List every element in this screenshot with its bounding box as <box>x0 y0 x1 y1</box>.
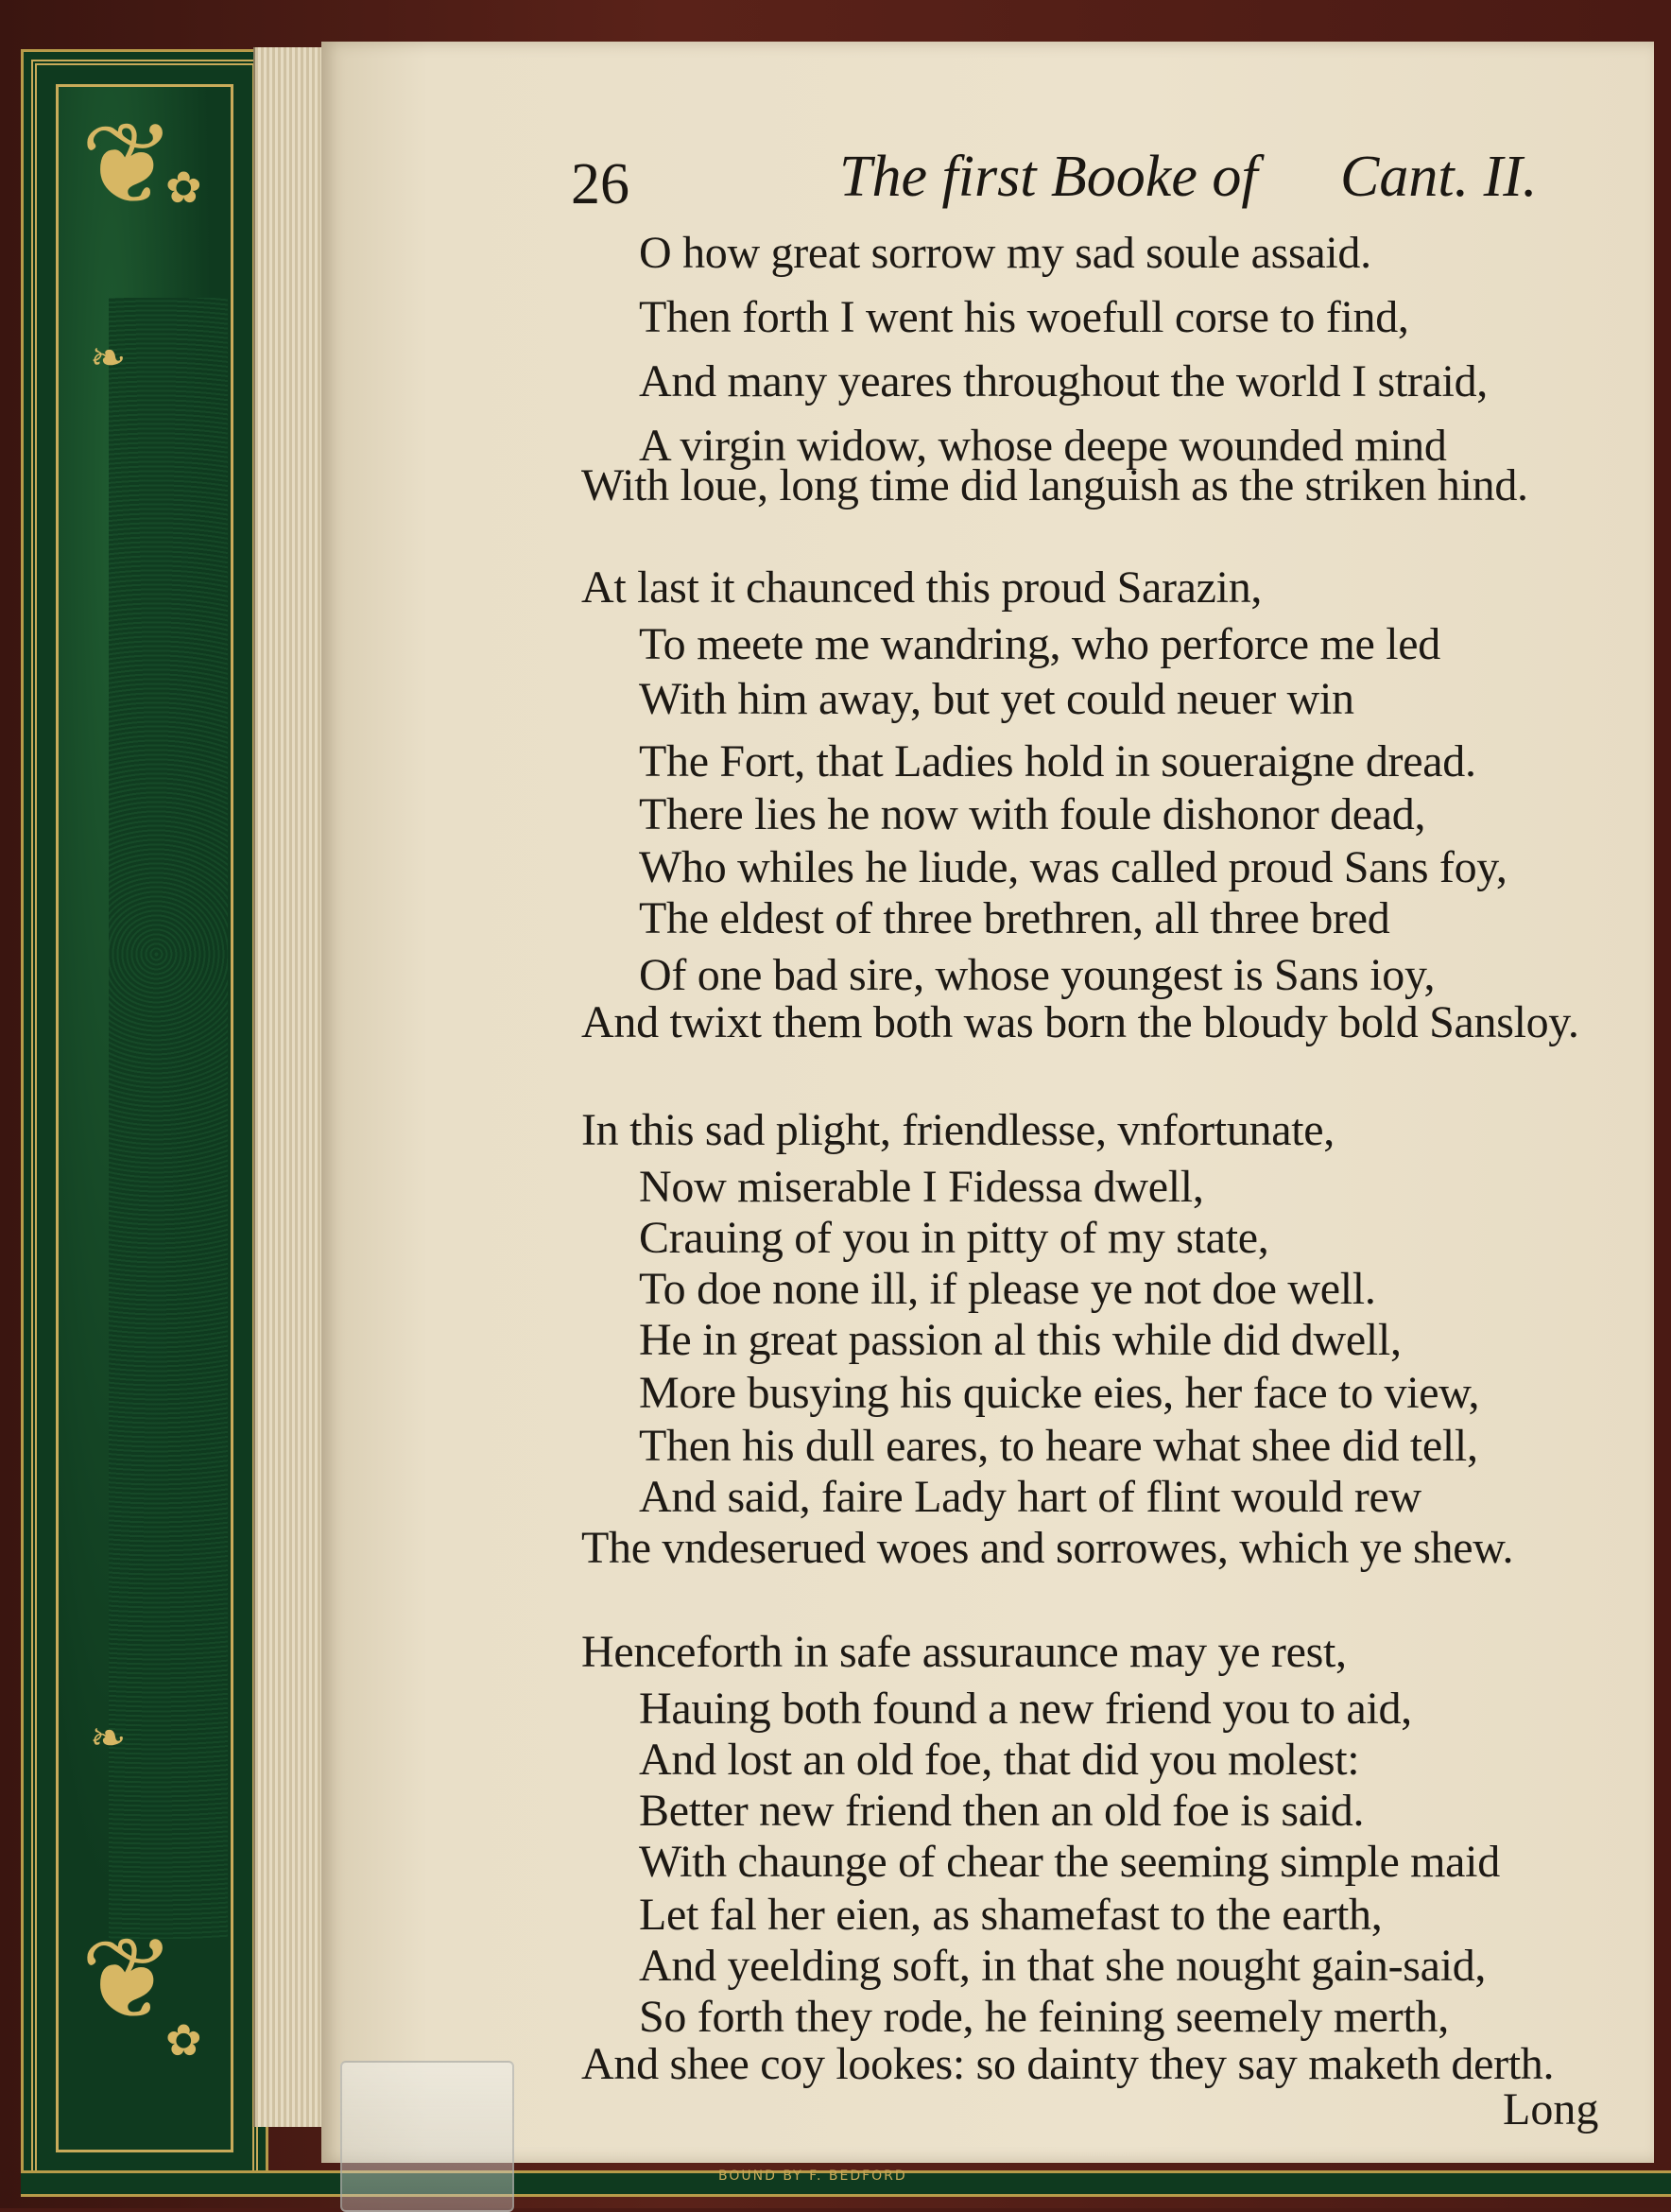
verse-line: At last it chaunced this proud Sarazin, <box>581 562 1263 613</box>
verse-line: The eldest of three brethren, all three bred <box>639 893 1390 943</box>
verse-line: And shee coy lookes: so dainty they say maketh derth. <box>581 2039 1555 2089</box>
verse-line: The Fort, that Ladies hold in soueraigne dread. <box>639 736 1476 786</box>
canto-label: Cant. II. <box>1340 145 1538 209</box>
cover-board <box>21 49 268 2187</box>
verse-line: O how great sorrow my sad soule assaid. <box>639 228 1371 278</box>
verse-line: There lies he now with foule dishonor dead, <box>639 789 1426 839</box>
verse-line: And lost an old foe, that did you molest: <box>639 1735 1360 1785</box>
verse-line: And yeelding soft, in that she nought gain-said, <box>639 1941 1487 1991</box>
verse-line: And twixt them both was born the bloudy bold Sansloy. <box>581 997 1579 1047</box>
flourish-ornament-bottom-icon: ❦ <box>80 1914 176 2046</box>
verse-line: To meete me wandring, who perforce me led <box>639 619 1440 669</box>
catchword: Long <box>1503 2084 1599 2134</box>
verse-line: Of one bad sire, whose youngest is Sans ioy, <box>639 950 1436 1000</box>
verse-line: With him away, but yet could neuer win <box>639 674 1354 724</box>
verse-line: More busying his quicke eies, her face to view, <box>639 1368 1480 1418</box>
verse-line: Crauing of you in pitty of my state, <box>639 1213 1269 1263</box>
verse-line: In this sad plight, friendlesse, vnfortunate, <box>581 1105 1335 1155</box>
floret-ornament-icon: ✿ <box>165 162 202 213</box>
verse-line: And many yeares throughout the world I straid, <box>639 356 1488 406</box>
leaf-ornament-icon: ❧ <box>90 332 127 383</box>
floret-ornament-bottom-icon: ✿ <box>165 2014 202 2065</box>
flourish-ornament-top-icon: ❦ <box>80 99 176 231</box>
verse-line: A virgin widow, whose deepe wounded mind <box>639 421 1447 471</box>
page-edges <box>253 47 331 2127</box>
verse-line: Better new friend then an old foe is said. <box>639 1786 1365 1836</box>
glass-page-weight <box>340 2061 514 2212</box>
verse-line: He in great passion al this while did dwell, <box>639 1315 1402 1365</box>
verse-text <box>321 42 1654 2163</box>
verse-line: Let fal her eien, as shamefast to the earth, <box>639 1890 1383 1940</box>
binder-stamp: BOUND BY F. BEDFORD <box>718 2169 907 2184</box>
leaf-ornament-bottom-icon: ❧ <box>90 1712 127 1763</box>
verse-line: With chaunge of chear the seeming simple maid <box>639 1837 1500 1887</box>
verse-line: Hauing both found a new friend you to aid, <box>639 1684 1412 1734</box>
verse-line: With loue, long time did languish as the striken hind. <box>581 460 1528 510</box>
verse-line: Then his dull eares, to heare what shee did tell, <box>639 1421 1478 1471</box>
book-page <box>321 42 1654 2163</box>
verse-line: The vndeserued woes and sorrowes, which ye shew. <box>581 1523 1514 1573</box>
verse-line: Then forth I went his woefull corse to find, <box>639 292 1409 342</box>
running-title: The first Booke of <box>839 145 1258 209</box>
verse-line: And said, faire Lady hart of flint would rew <box>639 1472 1421 1522</box>
leather-texture <box>109 298 228 1939</box>
verse-line: To doe none ill, if please ye not doe well. <box>639 1264 1376 1314</box>
page-number: 26 <box>571 152 629 216</box>
verse-line: Now miserable I Fidessa dwell, <box>639 1162 1204 1212</box>
verse-line: So forth they rode, he feining seemely merth, <box>639 1992 1449 2042</box>
verse-line: Who whiles he liude, was called proud Sans foy, <box>639 842 1507 892</box>
verse-line: Henceforth in safe assuraunce may ye rest, <box>581 1627 1347 1677</box>
